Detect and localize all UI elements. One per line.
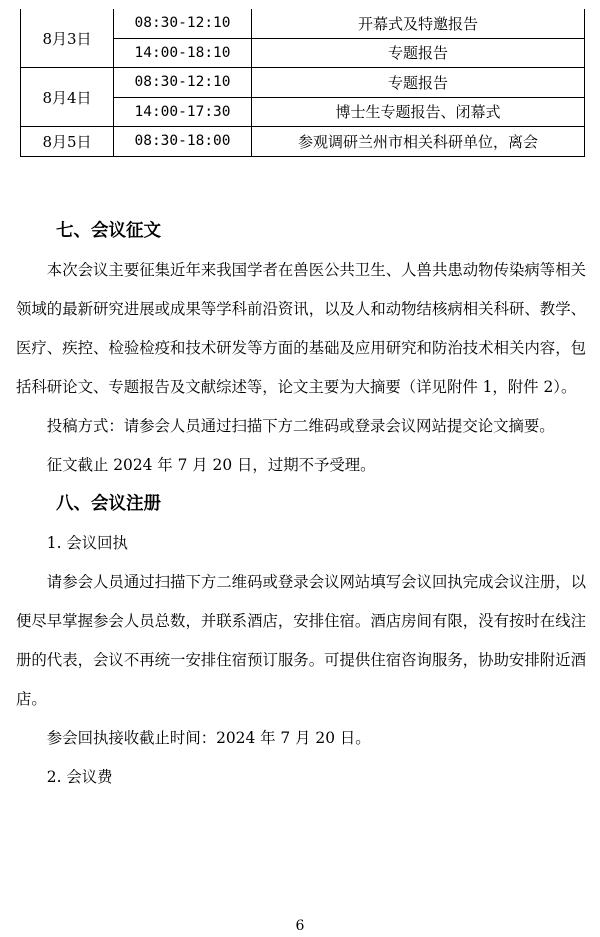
- subheading-registration-receipt: 1. 会议回执: [46, 534, 128, 552]
- agenda-item-cell: 博士生专题报告、闭幕式: [252, 97, 585, 127]
- agenda-item-cell: 参观调研兰州市相关科研单位，离会: [252, 127, 585, 157]
- date-cell: 8月5日: [21, 127, 114, 157]
- date-cell: 8月4日: [21, 68, 114, 127]
- agenda-item-cell: 专题报告: [252, 68, 585, 98]
- time-cell: 14:00-17:30: [114, 97, 252, 127]
- agenda-item-cell: 开幕式及特邀报告: [252, 9, 585, 38]
- table-row: [21, 9, 585, 38]
- page-number: 6: [295, 918, 305, 934]
- schedule-table: [20, 9, 585, 157]
- document-body: [16, 212, 586, 797]
- time-cell: 08:30-12:10: [114, 9, 252, 38]
- paragraph-submission-method: 投稿方式：请参会人员通过扫描下方二维码或登录会议网站提交论文摘要。: [46, 417, 555, 435]
- subheading-conference-fee: 2. 会议费: [46, 768, 113, 786]
- agenda-item-cell: 专题报告: [252, 38, 585, 68]
- time-cell: 08:30-18:00: [114, 127, 252, 157]
- date-cell: 8月3日: [21, 9, 114, 68]
- section-heading-registration: 八、会议注册: [56, 494, 161, 514]
- table-row: [21, 127, 585, 157]
- time-cell: 08:30-12:10: [114, 68, 252, 98]
- section-heading-call-for-papers: 七、会议征文: [56, 221, 161, 241]
- table-row: [21, 68, 585, 98]
- paragraph-registration-deadline: 参会回执接收截止时间：2024 年 7 月 20 日。: [46, 729, 371, 747]
- paragraph-submission-deadline: 征文截止 2024 年 7 月 20 日，过期不予受理。: [46, 456, 376, 474]
- paragraph-call-for-papers-scope: 本次会议主要征集近年来我国学者在兽医公共卫生、人兽共患动物传染病等相关领域的最新研究进展或成果等学科前沿资讯，以及人和动物结核病相关科研、教学、医疗、疾控、检验检疫和技术研发等方面的基础及应用研究和防治技术相关内容，包括科研论文、专题报告及文献综述等，论文主要为大摘要（详见附件 1，附件 2）。: [16, 261, 586, 396]
- paragraph-registration-instructions: 请参会人员通过扫描下方二维码或登录会议网站填写会议回执完成会议注册，以便尽早掌握参会人员总数，并联系酒店，安排住宿。酒店房间有限，没有按时在线注册的代表，会议不再统一安排住宿预订服务。可提供住宿咨询服务，协助安排附近酒店。: [16, 573, 586, 708]
- time-cell: 14:00-18:10: [114, 38, 252, 68]
